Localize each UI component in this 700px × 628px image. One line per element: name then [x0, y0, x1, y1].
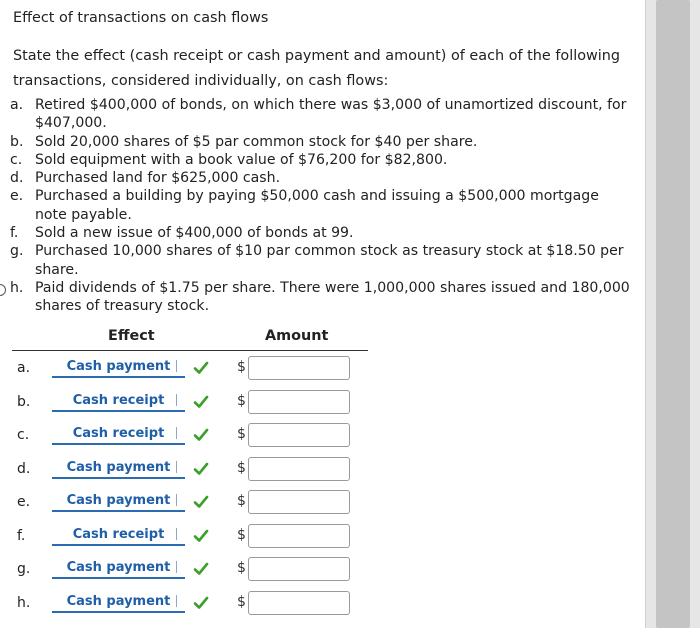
effect-selected-value: Cash payment: [66, 460, 171, 475]
effect-dropdown[interactable]: [52, 526, 185, 546]
transaction-letter: e.: [10, 188, 24, 205]
checkmark-icon: [192, 460, 210, 478]
effect-dropdown[interactable]: [52, 459, 185, 479]
effect-selected-value: Cash payment: [66, 594, 171, 609]
currency-symbol: $: [237, 393, 246, 409]
answer-row-b: [0, 390, 370, 414]
transaction-text: Paid dividends of $1.75 per share. There were 1,000,000 shares issued and 180,000 shares of treasury stock.: [35, 279, 630, 315]
effect-dropdown[interactable]: [52, 559, 185, 579]
effect-column-header: Effect: [108, 328, 155, 344]
transaction-item: [0, 224, 645, 242]
amount-input[interactable]: [248, 356, 350, 380]
transaction-text: Sold 20,000 shares of $5 par common stock for $40 per share.: [35, 133, 478, 150]
effect-selected-value: Cash payment: [66, 493, 171, 508]
currency-symbol: $: [237, 527, 246, 543]
amount-column-header: Amount: [265, 328, 329, 344]
header-divider: [12, 350, 368, 351]
dropdown-divider: [176, 461, 177, 473]
dropdown-divider: [176, 595, 177, 607]
answer-row-a: [0, 356, 370, 380]
transaction-text: Purchased land for $625,000 cash.: [35, 170, 281, 187]
effect-selected-value: Cash payment: [66, 560, 171, 575]
page-title: Effect of transactions on cash flows: [13, 10, 269, 26]
vertical-scrollbar[interactable]: [645, 0, 700, 628]
amount-input[interactable]: [248, 490, 350, 514]
transaction-letter: c.: [10, 151, 23, 168]
dropdown-divider: [176, 561, 177, 573]
amount-input[interactable]: [248, 557, 350, 581]
dropdown-divider: [176, 394, 177, 406]
effect-dropdown[interactable]: [52, 358, 185, 378]
row-letter: b.: [17, 394, 31, 410]
effect-selected-value: Cash receipt: [72, 426, 165, 441]
transaction-item: [0, 187, 645, 224]
transaction-item: [0, 151, 645, 169]
transaction-item: [0, 96, 645, 133]
transaction-text: Purchased 10,000 shares of $10 par common stock as treasury stock at $18.50 per share.: [35, 243, 624, 278]
transaction-letter: d.: [10, 170, 24, 187]
currency-symbol: $: [237, 560, 246, 576]
transaction-text: Sold equipment with a book value of $76,200 for $82,800.: [35, 151, 448, 168]
effect-selected-value: Cash payment: [66, 359, 171, 374]
effect-dropdown[interactable]: [52, 492, 185, 512]
effect-dropdown[interactable]: [52, 392, 185, 412]
row-letter: e.: [17, 494, 31, 510]
scrollbar-thumb[interactable]: [656, 0, 690, 628]
effect-selected-value: Cash receipt: [72, 527, 165, 542]
transaction-item: [0, 242, 645, 279]
answer-row-f: [0, 524, 370, 548]
checkmark-icon: [192, 393, 210, 411]
row-letter: c.: [17, 427, 30, 443]
checkmark-icon: [192, 359, 210, 377]
currency-symbol: $: [237, 594, 246, 610]
question-intro: State the effect (cash receipt or cash payment and amount) of each of the following transactions, considered individually, on cash flows:: [13, 48, 621, 89]
transaction-text: Purchased a building by paying $50,000 cash and issuing a $500,000 mortgage note payable.: [35, 188, 599, 223]
row-letter: f.: [17, 528, 26, 544]
checkmark-icon: [192, 426, 210, 444]
currency-symbol: $: [237, 493, 246, 509]
answer-row-h: [0, 591, 370, 615]
transaction-list: [0, 96, 645, 316]
currency-symbol: $: [237, 359, 246, 375]
amount-input[interactable]: [248, 591, 350, 615]
transaction-letter: a.: [10, 97, 24, 113]
transaction-item: [0, 169, 645, 187]
answer-row-c: [0, 423, 370, 447]
answer-row-d: [0, 457, 370, 481]
answer-row-g: [0, 557, 370, 581]
row-letter: g.: [17, 561, 31, 577]
row-letter: d.: [17, 461, 31, 477]
transaction-letter: f.: [10, 225, 19, 242]
checkmark-icon: [192, 527, 210, 545]
effect-dropdown[interactable]: [52, 593, 185, 613]
effect-dropdown[interactable]: [52, 425, 185, 445]
transaction-letter: b.: [10, 133, 24, 150]
dropdown-divider: [176, 360, 177, 372]
effect-selected-value: Cash receipt: [72, 393, 165, 408]
transaction-text: Retired $400,000 of bonds, on which there was $3,000 of unamortized discount, for $407,000.: [35, 97, 627, 132]
amount-input[interactable]: [248, 457, 350, 481]
dropdown-divider: [176, 494, 177, 506]
checkmark-icon: [192, 560, 210, 578]
answer-row-e: [0, 490, 370, 514]
currency-symbol: $: [237, 426, 246, 442]
amount-input[interactable]: [248, 390, 350, 414]
transaction-letter: g.: [10, 243, 24, 260]
transaction-text: Sold a new issue of $400,000 of bonds at 99.: [35, 225, 354, 242]
dropdown-divider: [176, 528, 177, 540]
checkmark-icon: [192, 594, 210, 612]
row-letter: a.: [17, 360, 31, 376]
amount-input[interactable]: [248, 524, 350, 548]
checkmark-icon: [192, 493, 210, 511]
transaction-item: [0, 133, 645, 151]
row-letter: h.: [17, 595, 31, 611]
transaction-item: [0, 279, 645, 316]
dropdown-divider: [176, 427, 177, 439]
currency-symbol: $: [237, 460, 246, 476]
transaction-letter: h.: [10, 279, 24, 296]
amount-input[interactable]: [248, 423, 350, 447]
